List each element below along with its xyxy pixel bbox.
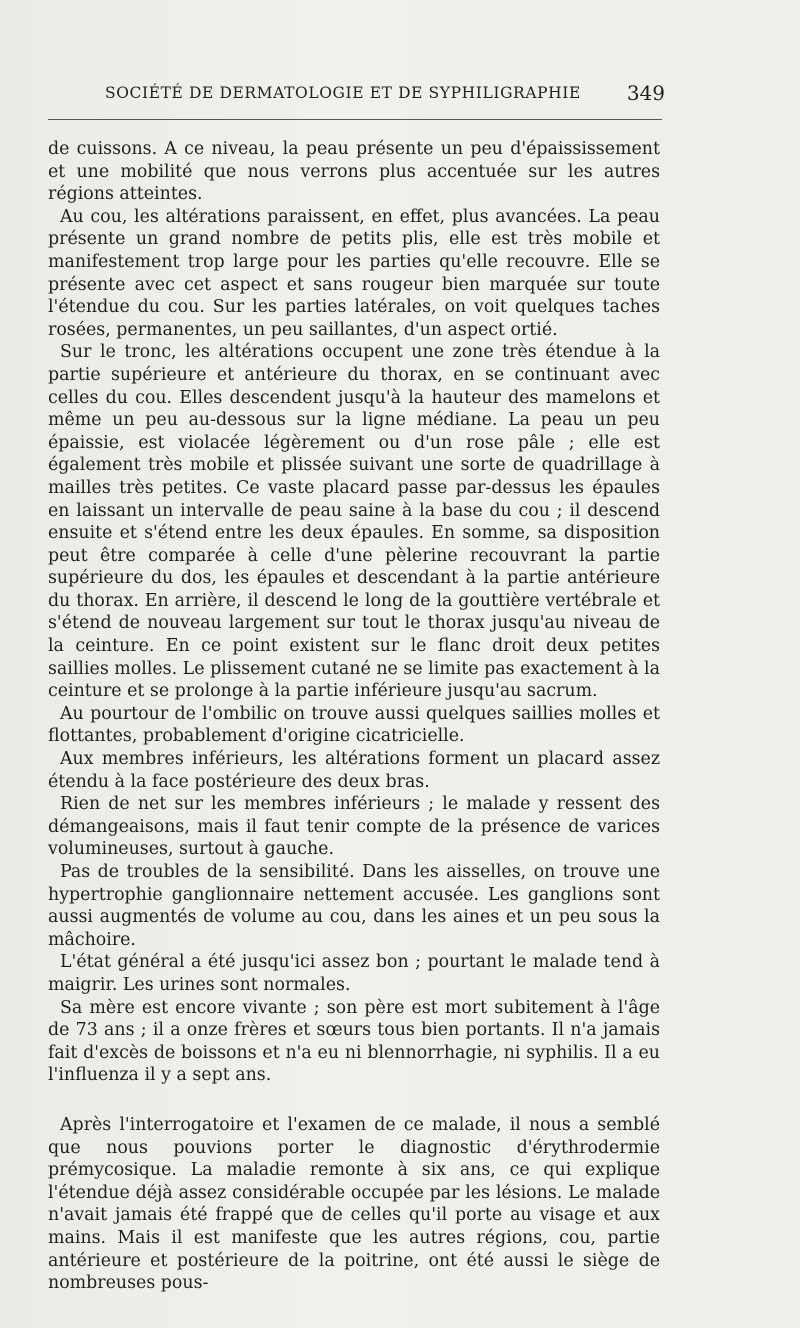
page-body <box>48 138 660 1295</box>
running-title: SOCIÉTÉ DE DERMATOLOGIE ET DE SYPHILIGRAPHIE <box>105 84 581 102</box>
paragraph: Pas de troubles de la sensibilité. Dans les aisselles, on trouve une hypertrophie ganglionnaire nettement accusée. Les ganglions sont aussi augmentés de volume au cou, dans les aines et un peu sous la mâchoire. <box>48 862 660 950</box>
page-number: 349 <box>626 81 665 105</box>
header-rule <box>48 119 662 120</box>
paragraph: de cuissons. A ce niveau, la peau présente un peu d'épaississement et une mobilité que nous verrons plus accentuée sur les autres régions atteintes. <box>48 139 660 205</box>
paragraph: L'état général a été jusqu'ici assez bon ; pourtant le malade tend à maigrir. Les urines sont normales. <box>48 952 660 995</box>
paragraph: Sa mère est encore vivante ; son père est mort subitement à l'âge de 73 ans ; il a onze frères et sœurs tous bien portants. Il n'a jamais fait d'excès de boissons et n'a eu ni blennorrhagie, ni syphilis. Il a eu l'influenza il y a sept ans. <box>48 997 660 1086</box>
paragraph: Au pourtour de l'ombilic on trouve aussi quelques saillies molles et flottantes, probablement d'origine cicatricielle. <box>48 703 660 747</box>
paragraph: Aux membres inférieurs, les altérations forment un placard assez étendu à la face postérieure des deux bras. <box>48 749 660 792</box>
paragraph: Sur le tronc, les altérations occupent une zone très étendue à la partie supérieure et antérieure du thorax, en se continuant avec celles du cou. Elles descendent jusqu'à la hauteur des mamelons et même un peu au-dessous sur la ligne médiane. La peau un peu épaissie, est violacée légèrement ou d'un rose pâle ; elle est également très mobile et plissée suivant une sorte de quadrillage à mailles très petites. Ce vaste placard passe par-dessus les épaules en laissant un intervalle de peau saine à la base du cou ; il descend ensuite et s'étend entre les deux épaules. En somme, sa disposition peut être comparée à celle d'une pèlerine recouvrant la partie supérieure du dos, les épaules et descendant à la partie antérieure du thorax. En arrière, il descend le long de la gouttière vertébrale et s'étend de nouveau largement sur tout le thorax jusqu'au niveau de la ceinture. En ce point existent sur le flanc droit deux petites saillies molles. Le plissement cutané ne se limite pas exactement à la ceinture et se prolonge à la partie inférieure jusqu'au sacrum. <box>48 342 660 702</box>
paragraph: Rien de net sur les membres inférieurs ; le malade y ressent des démangeaisons, mais il faut tenir compte de la présence de varices volumineuses, surtout à gauche. <box>48 794 660 860</box>
paragraph: Au cou, les altérations paraissent, en effet, plus avancées. La peau présente un grand nombre de petits plis, elle est très mobile et manifestement trop large pour les parties qu'elle recouvre. Elle se présente avec cet aspect et sans rougeur bien marquée sur toute l'étendue du cou. Sur les parties latérales, on voit quelques taches rosées, permanentes, un peu saillantes, d'un aspect ortié. <box>48 206 660 340</box>
paragraph: Après l'interrogatoire et l'examen de ce malade, il nous a semblé que nous pouvions porter le diagnostic d'érythrodermie prémycosique. La maladie remonte à six ans, ce qui explique l'étendue déjà assez considérable occupée par les lésions. Le malade n'avait jamais été frappé que de celles qu'il porte au visage et aux mains. Mais il est manifeste que les autres régions, cou, partie antérieure et postérieure de la poitrine, ont été aussi le siège de nombreuses pous- <box>48 1114 660 1294</box>
